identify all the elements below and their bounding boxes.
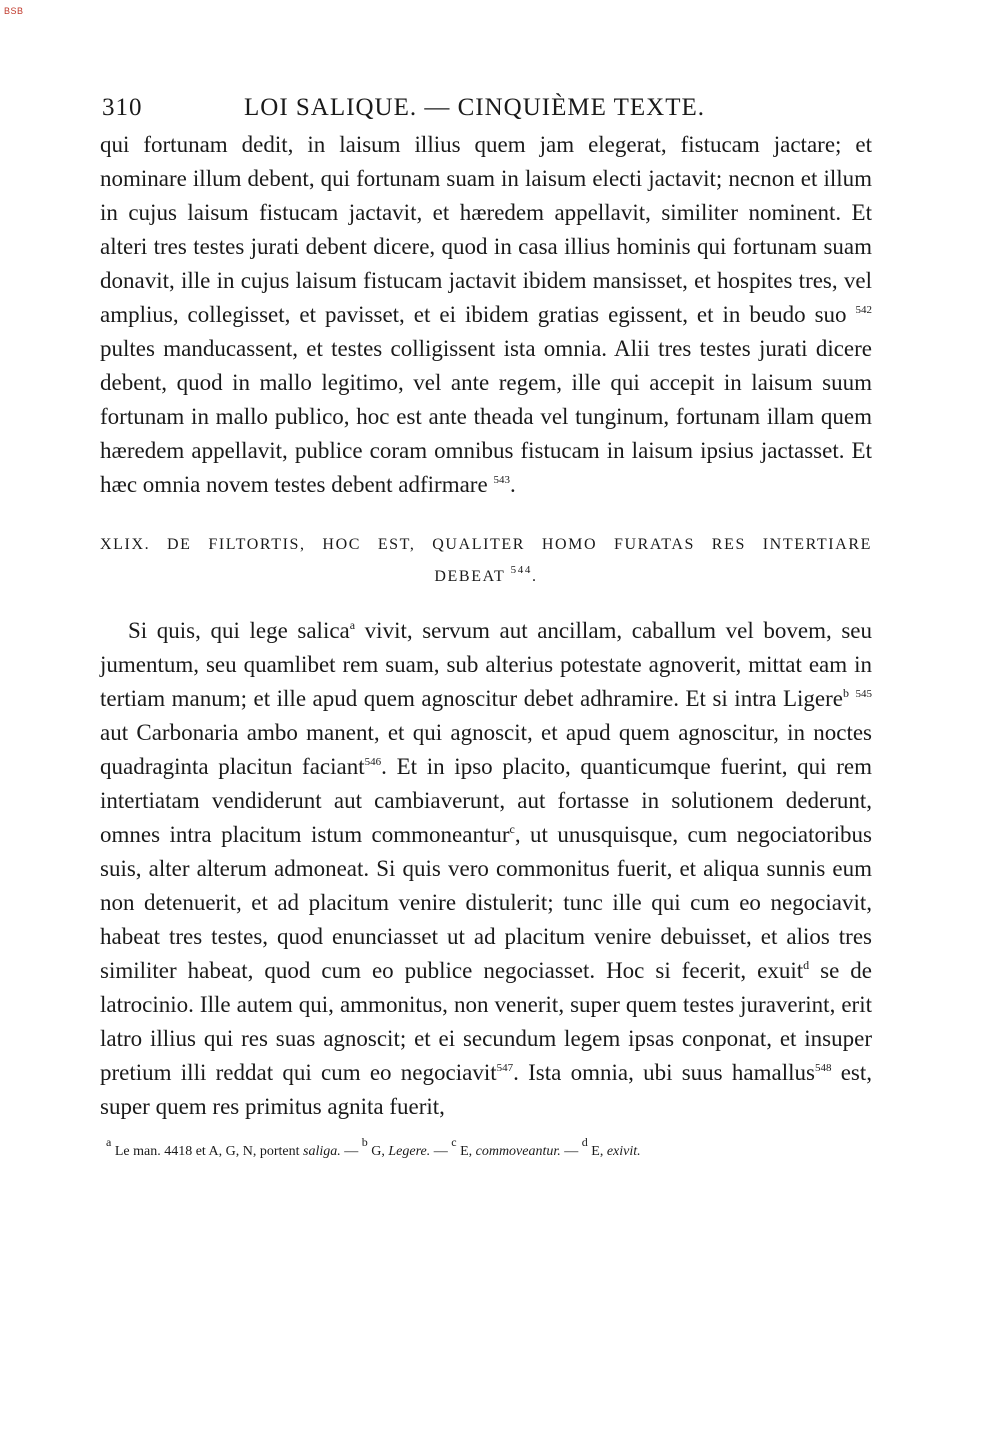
footnote-mark-a: a [349, 618, 356, 632]
footnote-mark-c: c [509, 822, 515, 836]
note-ref-542: 542 [855, 304, 872, 316]
text-segment: . Et in ipso placito, quanticumque fuerint, qui rem intertiatam vendiderunt aut cambiaverunt, aut fortasse in solutionem dederunt, omnes intra placitum istum commoneantur [100, 754, 872, 847]
text-segment: , ut unusquisque, cum negociatoribus suis, alter alterum admoneat. Si quis vero commonitus fuerit, et aliqua sunnis eum non detenuerit, et ad placitum venire distulerit; tunc ille qui cum eo negociavit, habeat tres testes, quod enunciasset ut ad placitum venire debuisset, et alios tres similiter habeat, quod cum eo publice negociasset. Hoc si fecerit, exuit [100, 822, 872, 983]
footnote-a-mark: a [106, 1135, 112, 1149]
footnote-b-word: Legere. [388, 1144, 431, 1159]
footnote-d-word: exivit. [606, 1144, 641, 1159]
page-content [100, 88, 872, 1162]
footnotes [100, 1135, 872, 1162]
text-segment: aut Carbonaria ambo manent, et qui agnoscit, et apud quem agnoscitur, in noctes quadraginta placitun faciant [100, 720, 872, 779]
footnote-d-mark: d [581, 1135, 588, 1149]
note-ref-548: 548 [814, 1062, 832, 1074]
text-segment: qui fortunam dedit, in laisum illius quem jam elegerat, fistucam jactare; et nominare illum debent, qui fortunam suam in laisum electi jactavit; necnon et illum in cujus laisum fistucam jactavit, et hæredem appellavit, similiter nominent. Et alteri tres testes jurati debent dicere, quod in casa illius hominis qui fortunam suam donavit, ille in cujus laisum fistucam jactavit ibidem mansisset, et hospites tres, vel amplius, collegisset, et pavisset, et ei ibidem gratias egissent, et in beudo suo [100, 132, 872, 327]
footnote-b-mark: b [361, 1135, 368, 1149]
footnote-separator: — [430, 1144, 452, 1159]
footnote-b-text: G, [367, 1144, 389, 1159]
footnote-d-text: E, [587, 1144, 607, 1159]
note-ref-546: 546 [364, 756, 382, 768]
footnote-separator: — [340, 1144, 362, 1159]
paragraph-continued [100, 128, 872, 502]
running-title: LOI SALIQUE. — CINQUIÈME TEXTE. [244, 94, 706, 121]
footnote-c-text: E, [456, 1144, 476, 1159]
heading-word: DEBEAT [434, 568, 506, 585]
text-segment: Si quis, qui lege salica [128, 618, 350, 643]
footnote-a-text: Le man. 4418 et A, G, N, portent [111, 1144, 304, 1159]
paragraph-section-xlix [100, 614, 872, 1124]
text-segment: est, super quem res primitus agnita fuerit, [100, 1060, 872, 1119]
text-segment: se de latrocinio. Ille autem qui, ammonitus, non venerit, super quem testes juraverint, erit latro illius qui res suas agnoscit; et ei secundum legem ipsas conponat, et insuper pretium illi reddat qui cum eo negociavit [100, 958, 872, 1085]
note-ref-545: 545 [855, 688, 872, 700]
text-segment: pultes manducassent, et testes colligissent ista omnia. Alii tres testes jurati dicere debent, quod in mallo legitimo, vel ante regem, ille qui accepit in laisum suum fortunam in mallo publico, hoc est ante theada vel tunginum, fortunam illam quem hæredem appellavit, publice coram omnibus fistucam in laisum ipsius jactasset. Et hæc omnia novem testes debent adfirmare [100, 336, 872, 497]
text-segment: . [509, 472, 516, 497]
heading-line-1: XLIX. DE FILTORTIS, HOC EST, QUALITER HOMO FURATAS RES INTERTIARE [100, 536, 872, 553]
footnote-mark-d: d [803, 958, 810, 972]
note-ref-544: 544 [510, 564, 532, 576]
page-number: 310 [102, 94, 143, 121]
section-heading [100, 530, 872, 592]
heading-end: . [531, 568, 538, 585]
footnote-c-word: commoveantur. [475, 1144, 561, 1159]
footnote-separator: — [560, 1144, 582, 1159]
footnote-mark-b: b [842, 686, 849, 700]
text-segment: . Ista omnia, ubi suus hamallus [513, 1060, 815, 1085]
footnote-a-word: saliga. [303, 1144, 341, 1159]
footnote-c-mark: c [451, 1135, 457, 1149]
note-ref-543: 543 [493, 474, 510, 486]
note-ref-547: 547 [496, 1062, 514, 1074]
running-header [100, 88, 872, 128]
library-stamp: BSB [4, 6, 24, 16]
heading-line-2 [100, 562, 872, 592]
text-segment: vivit, servum aut ancillam, caballum vel bovem, seu jumentum, seu quamlibet rem suam, sub alterius potestate agnoverit, mittat eam in tertiam manum; et ille apud quem agnoscitur debet adhramire. Et si intra Ligere [100, 618, 872, 711]
